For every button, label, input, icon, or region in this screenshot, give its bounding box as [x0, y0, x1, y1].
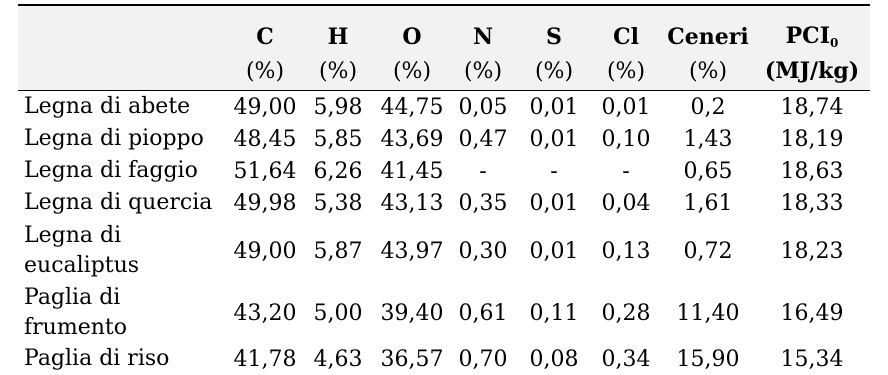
composition-table-container [18, 4, 870, 375]
cell-c: 49,00 [233, 94, 297, 120]
cell-ceneri: 0,65 [683, 158, 733, 184]
cell-h: 6,26 [313, 158, 363, 184]
unit-cl: (%) [590, 52, 662, 91]
header-h: H [300, 5, 376, 52]
cell-cl: 0,34 [601, 346, 651, 372]
cell-pci: 18,19 [780, 126, 844, 152]
cell-n: 0,70 [458, 346, 508, 372]
cell-cl: 0,04 [601, 190, 651, 216]
cell-ceneri: 15,90 [676, 346, 740, 372]
cell-n: 0,05 [458, 94, 508, 120]
cell-c: 41,78 [233, 346, 297, 372]
cell-h: 5,98 [313, 94, 363, 120]
unit-h: (%) [300, 52, 376, 91]
unit-c: (%) [230, 52, 300, 91]
cell-cl: - [622, 158, 630, 184]
cell-cl: 0,01 [601, 94, 651, 120]
header-ceneri: Ceneri [662, 5, 754, 52]
cell-cl: 0,28 [601, 300, 651, 326]
row-name: Legna di quercia [24, 190, 213, 215]
cell-n: 0,61 [458, 300, 508, 326]
cell-c: 43,20 [233, 300, 297, 326]
cell-ceneri: 11,40 [676, 300, 740, 326]
row-name: Paglia di frumento [24, 285, 127, 340]
cell-s: 0,08 [529, 346, 579, 372]
unit-o: (%) [376, 52, 448, 91]
cell-pci: 18,23 [780, 238, 844, 264]
cell-s: 0,01 [529, 190, 579, 216]
cell-n: - [479, 158, 487, 184]
cell-pci: 15,34 [780, 346, 844, 372]
header-cl: Cl [590, 5, 662, 52]
composition-table [18, 4, 870, 375]
cell-s: - [550, 158, 558, 184]
cell-n: 0,30 [458, 238, 508, 264]
unit-n: (%) [448, 52, 518, 91]
row-name: Paglia di riso [24, 346, 170, 371]
cell-s: 0,01 [529, 238, 579, 264]
table-row [18, 219, 870, 283]
cell-c: 51,64 [233, 158, 297, 184]
cell-pci: 16,49 [780, 300, 844, 326]
cell-s: 0,11 [529, 300, 579, 326]
cell-o: 41,45 [380, 158, 444, 184]
cell-h: 5,85 [313, 126, 363, 152]
cell-n: 0,35 [458, 190, 508, 216]
header-c: C [230, 5, 300, 52]
row-name: Legna di pioppo [24, 126, 204, 151]
cell-ceneri: 0,72 [683, 238, 733, 264]
table-row [18, 91, 870, 124]
cell-pci: 18,74 [780, 94, 844, 120]
row-name: Legna di abete [24, 94, 191, 119]
cell-h: 4,63 [313, 346, 363, 372]
unit-s: (%) [518, 52, 590, 91]
cell-s: 0,01 [529, 94, 579, 120]
cell-o: 39,40 [380, 300, 444, 326]
cell-ceneri: 1,43 [683, 126, 733, 152]
cell-cl: 0,10 [601, 126, 651, 152]
cell-h: 5,87 [313, 238, 363, 264]
cell-s: 0,01 [529, 126, 579, 152]
row-name: Legna di eucaliptus [24, 223, 140, 278]
cell-c: 48,45 [233, 126, 297, 152]
cell-o: 43,69 [380, 126, 444, 152]
table-row [18, 155, 870, 187]
header-pci [754, 5, 870, 52]
header-s: S [518, 5, 590, 52]
unit-ceneri: (%) [662, 52, 754, 91]
cell-cl: 0,13 [601, 238, 651, 264]
cell-o: 44,75 [380, 94, 444, 120]
cell-o: 43,13 [380, 190, 444, 216]
cell-ceneri: 1,61 [683, 190, 733, 216]
units-row [18, 52, 870, 91]
table-row [18, 343, 870, 375]
table-row [18, 187, 870, 219]
header-pci-subscript: 0 [829, 36, 839, 50]
header-pci-label: PCI [785, 23, 830, 49]
table-row [18, 283, 870, 343]
unit-empty [18, 52, 230, 91]
cell-pci: 18,63 [780, 158, 844, 184]
header-empty [18, 5, 230, 52]
header-n: N [448, 5, 518, 52]
cell-c: 49,00 [233, 238, 297, 264]
cell-c: 49,98 [233, 190, 297, 216]
table-row [18, 123, 870, 155]
cell-ceneri: 0,2 [690, 94, 726, 120]
row-name: Legna di faggio [24, 158, 198, 183]
cell-o: 36,57 [380, 346, 444, 372]
header-row [18, 5, 870, 52]
cell-h: 5,38 [313, 190, 363, 216]
cell-n: 0,47 [458, 126, 508, 152]
cell-o: 43,97 [380, 238, 444, 264]
cell-pci: 18,33 [780, 190, 844, 216]
cell-h: 5,00 [313, 300, 363, 326]
header-o: O [376, 5, 448, 52]
unit-pci: (MJ/kg) [754, 52, 870, 91]
